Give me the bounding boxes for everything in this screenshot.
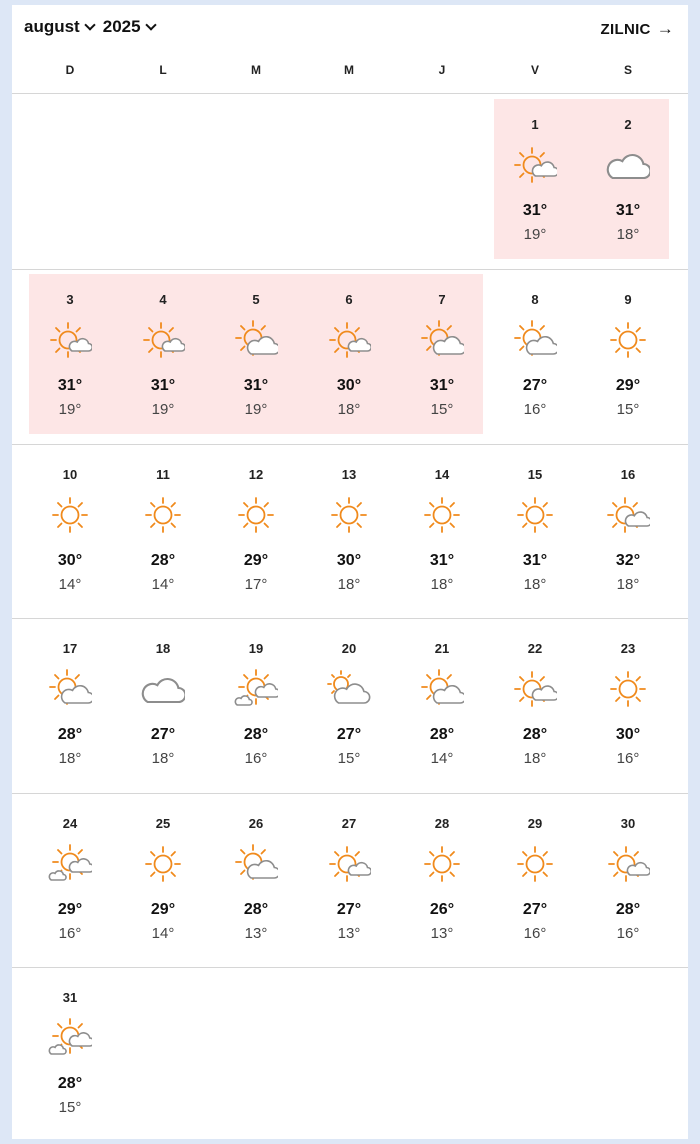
min-temperature: 16°	[58, 925, 82, 942]
day-cell[interactable]	[303, 794, 395, 964]
min-temperature: 19°	[244, 401, 268, 418]
day-cell[interactable]	[396, 619, 488, 789]
day-number: 24	[62, 816, 78, 831]
day-number: 25	[155, 816, 171, 831]
day-number: 8	[531, 292, 539, 307]
sun-small-cloud-icon	[141, 318, 185, 362]
min-temperature: 15°	[337, 750, 361, 767]
max-temperature: 30°	[336, 552, 362, 569]
day-cell[interactable]	[24, 794, 116, 964]
day-cell[interactable]	[489, 619, 581, 789]
sun-icon	[420, 493, 464, 537]
sun-cloud-icon	[513, 667, 557, 711]
day-number: 2	[624, 117, 632, 132]
min-temperature: 14°	[58, 576, 82, 593]
max-temperature: 29°	[243, 552, 269, 569]
max-temperature: 31°	[522, 202, 548, 219]
max-temperature: 30°	[336, 377, 362, 394]
weekday-label: V	[530, 63, 539, 77]
day-cell[interactable]	[117, 619, 209, 789]
sun-cloud-icon	[513, 143, 557, 187]
weekday-label: L	[159, 63, 167, 77]
day-number: 10	[62, 467, 78, 482]
day-number: 30	[620, 816, 636, 831]
daily-view-link[interactable]	[601, 19, 674, 39]
day-number: 7	[438, 292, 446, 307]
day-cell[interactable]	[24, 968, 116, 1138]
day-number: 18	[155, 641, 171, 656]
month-chevron-down-icon[interactable]	[84, 19, 95, 30]
sun-icon	[606, 667, 650, 711]
min-temperature: 18°	[337, 401, 361, 418]
day-cell[interactable]	[582, 95, 674, 265]
day-cell[interactable]	[210, 270, 302, 440]
weekday-label: M	[344, 63, 354, 77]
day-cell[interactable]	[24, 619, 116, 789]
month-select[interactable]: august	[24, 17, 80, 36]
day-number: 14	[434, 467, 450, 482]
day-number: 29	[527, 816, 543, 831]
day-cell[interactable]	[303, 445, 395, 615]
day-number: 31	[62, 990, 78, 1005]
sun-cloud-small-cloud-icon	[48, 842, 92, 886]
weekday-label: J	[438, 63, 446, 77]
day-number: 19	[248, 641, 264, 656]
day-cell[interactable]	[396, 270, 488, 440]
max-temperature: 30°	[57, 552, 83, 569]
day-cell[interactable]	[489, 95, 581, 265]
max-temperature: 31°	[615, 202, 641, 219]
row-divider	[12, 93, 688, 94]
sun-icon	[513, 842, 557, 886]
min-temperature: 15°	[430, 401, 454, 418]
sun-cloud-icon	[606, 493, 650, 537]
day-cell[interactable]	[489, 270, 581, 440]
day-cell[interactable]	[24, 270, 116, 440]
day-cell[interactable]	[117, 794, 209, 964]
min-temperature: 14°	[151, 576, 175, 593]
sun-cloud-small-cloud-icon	[234, 667, 278, 711]
day-cell[interactable]	[303, 619, 395, 789]
day-cell[interactable]	[582, 445, 674, 615]
max-temperature: 30°	[615, 726, 641, 743]
year-chevron-down-icon[interactable]	[145, 19, 156, 30]
day-cell[interactable]	[210, 619, 302, 789]
min-temperature: 19°	[151, 401, 175, 418]
max-temperature: 31°	[429, 552, 455, 569]
max-temperature: 27°	[522, 377, 548, 394]
max-temperature: 28°	[243, 901, 269, 918]
day-cell[interactable]	[489, 794, 581, 964]
max-temperature: 28°	[615, 901, 641, 918]
max-temperature: 28°	[429, 726, 455, 743]
arrow-right-icon: →	[656, 19, 674, 38]
cloud-icon	[606, 143, 650, 187]
sun-icon	[141, 493, 185, 537]
day-number: 9	[624, 292, 632, 307]
calendar-card	[12, 5, 688, 1139]
day-number: 20	[341, 641, 357, 656]
sun-big-cloud-icon	[234, 842, 278, 886]
max-temperature: 27°	[336, 726, 362, 743]
day-cell[interactable]	[117, 270, 209, 440]
min-temperature: 16°	[616, 750, 640, 767]
weekday-label: M	[251, 63, 261, 77]
sun-small-cloud-icon	[327, 318, 371, 362]
day-number: 28	[434, 816, 450, 831]
min-temperature: 18°	[337, 576, 361, 593]
min-temperature: 18°	[430, 576, 454, 593]
day-cell[interactable]	[210, 445, 302, 615]
sun-icon	[48, 493, 92, 537]
sun-big-cloud-icon	[234, 318, 278, 362]
min-temperature: 18°	[58, 750, 82, 767]
day-number: 27	[341, 816, 357, 831]
max-temperature: 29°	[150, 901, 176, 918]
sun-cloud-small-cloud-icon	[48, 1016, 92, 1060]
day-cell[interactable]	[24, 445, 116, 615]
day-number: 15	[527, 467, 543, 482]
min-temperature: 18°	[523, 750, 547, 767]
max-temperature: 31°	[57, 377, 83, 394]
month-year-selector	[24, 17, 164, 37]
sun-icon	[420, 842, 464, 886]
min-temperature: 14°	[430, 750, 454, 767]
min-temperature: 18°	[523, 576, 547, 593]
max-temperature: 31°	[150, 377, 176, 394]
year-select[interactable]: 2025	[102, 17, 141, 36]
sun-big-cloud-icon	[420, 667, 464, 711]
min-temperature: 16°	[244, 750, 268, 767]
min-temperature: 16°	[523, 925, 547, 942]
max-temperature: 28°	[150, 552, 176, 569]
day-cell[interactable]	[117, 445, 209, 615]
min-temperature: 13°	[337, 925, 361, 942]
sun-big-cloud-icon	[513, 318, 557, 362]
sun-small-cloud-icon	[327, 842, 371, 886]
sun-icon	[606, 318, 650, 362]
day-cell[interactable]	[582, 619, 674, 789]
sun-big-cloud-icon	[420, 318, 464, 362]
min-temperature: 15°	[616, 401, 640, 418]
min-temperature: 19°	[523, 226, 547, 243]
max-temperature: 31°	[429, 377, 455, 394]
day-cell[interactable]	[396, 794, 488, 964]
min-temperature: 13°	[430, 925, 454, 942]
max-temperature: 31°	[243, 377, 269, 394]
min-temperature: 18°	[616, 226, 640, 243]
max-temperature: 31°	[522, 552, 548, 569]
day-number: 23	[620, 641, 636, 656]
min-temperature: 13°	[244, 925, 268, 942]
day-number: 16	[620, 467, 636, 482]
day-cell[interactable]	[489, 445, 581, 615]
sun-big-cloud-icon	[48, 667, 92, 711]
max-temperature: 27°	[150, 726, 176, 743]
weekday-label: D	[65, 63, 75, 77]
day-number: 22	[527, 641, 543, 656]
day-number: 1	[531, 117, 539, 132]
sun-small-cloud-icon	[48, 318, 92, 362]
min-temperature: 14°	[151, 925, 175, 942]
sun-small-cloud-icon	[606, 842, 650, 886]
day-cell[interactable]	[396, 445, 488, 615]
sun-icon	[327, 493, 371, 537]
day-number: 13	[341, 467, 357, 482]
sun-icon	[513, 493, 557, 537]
partly-sunny-icon	[327, 667, 371, 711]
day-number: 26	[248, 816, 264, 831]
max-temperature: 29°	[615, 377, 641, 394]
day-cell[interactable]	[303, 270, 395, 440]
day-number: 3	[66, 292, 74, 307]
day-cell[interactable]	[582, 270, 674, 440]
day-cell[interactable]	[210, 794, 302, 964]
min-temperature: 17°	[244, 576, 268, 593]
min-temperature: 19°	[58, 401, 82, 418]
day-number: 11	[156, 467, 170, 482]
max-temperature: 28°	[57, 1075, 83, 1092]
max-temperature: 26°	[429, 901, 455, 918]
max-temperature: 29°	[57, 901, 83, 918]
max-temperature: 27°	[522, 901, 548, 918]
max-temperature: 28°	[243, 726, 269, 743]
sun-icon	[234, 493, 278, 537]
max-temperature: 32°	[615, 552, 641, 569]
day-number: 12	[248, 467, 264, 482]
max-temperature: 28°	[522, 726, 548, 743]
day-cell[interactable]	[582, 794, 674, 964]
sun-icon	[141, 842, 185, 886]
day-number: 21	[434, 641, 450, 656]
max-temperature: 27°	[336, 901, 362, 918]
max-temperature: 28°	[57, 726, 83, 743]
day-number: 17	[62, 641, 78, 656]
min-temperature: 15°	[58, 1099, 82, 1116]
min-temperature: 16°	[523, 401, 547, 418]
day-number: 6	[345, 292, 353, 307]
cloud-icon	[141, 667, 185, 711]
min-temperature: 16°	[616, 925, 640, 942]
min-temperature: 18°	[616, 576, 640, 593]
min-temperature: 18°	[151, 750, 175, 767]
weekday-label: S	[623, 63, 632, 77]
day-number: 4	[159, 292, 167, 307]
day-number: 5	[252, 292, 260, 307]
daily-view-label: ZILNIC	[600, 20, 651, 38]
